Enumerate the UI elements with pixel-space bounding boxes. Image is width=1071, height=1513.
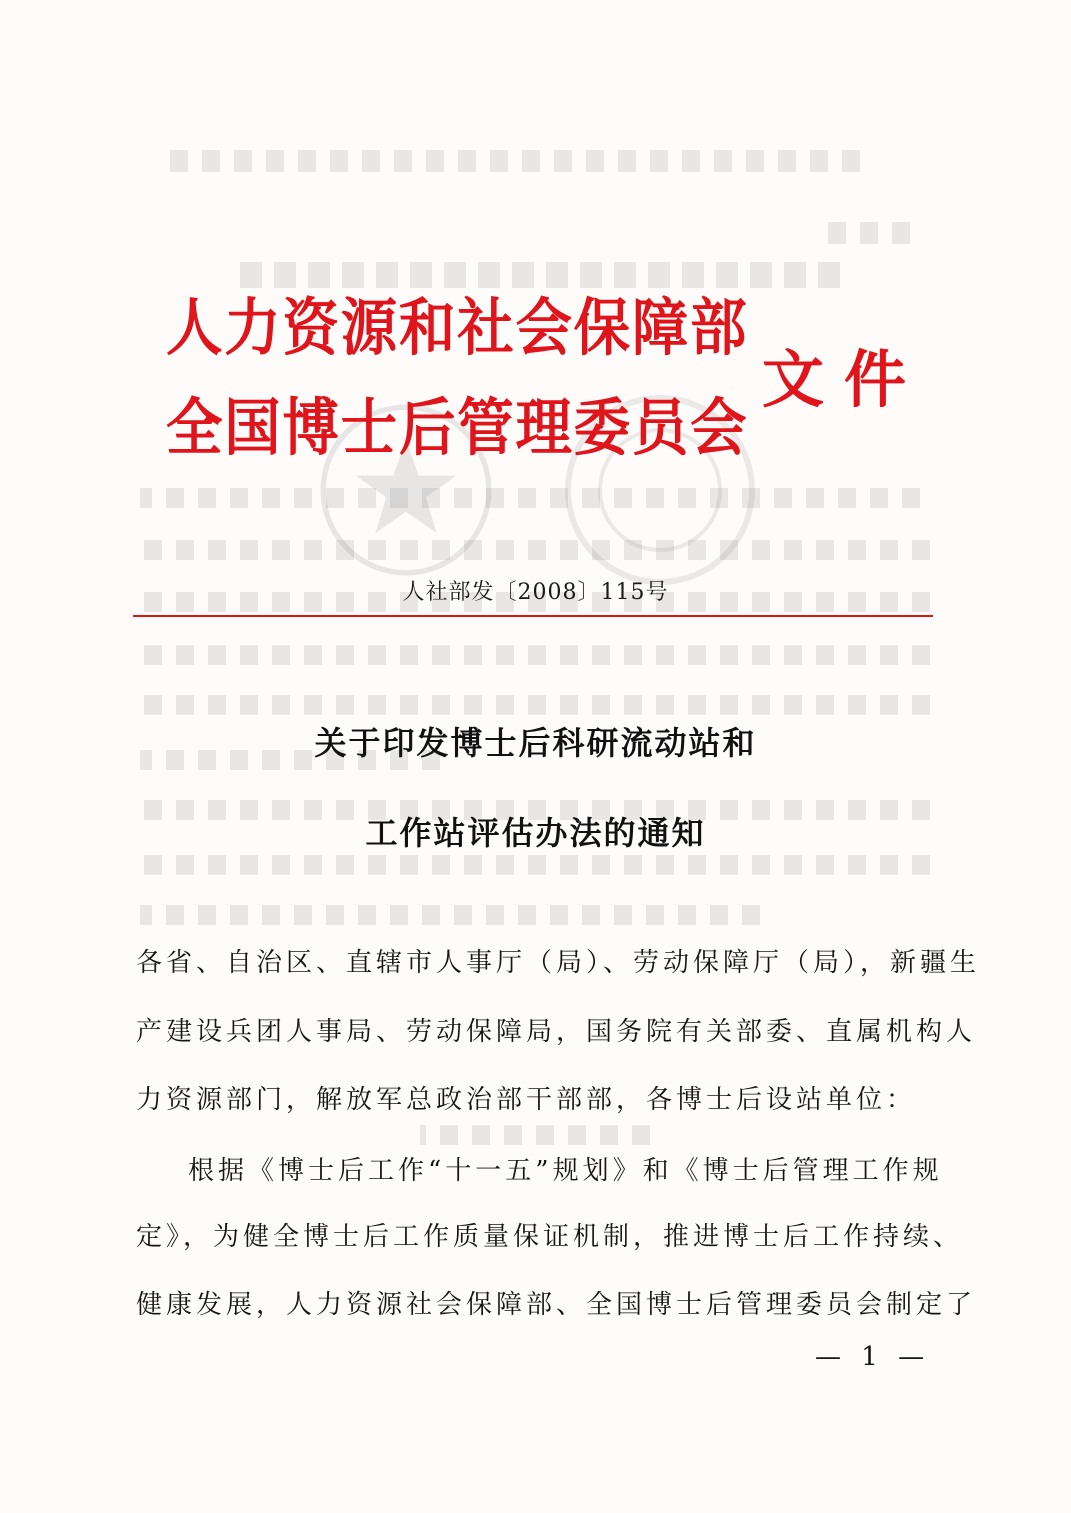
red-separator-rule bbox=[133, 615, 933, 617]
document-title-line-1: 关于印发博士后科研流动站和 bbox=[314, 724, 757, 762]
bleed-through-mark bbox=[140, 855, 930, 875]
bleed-through-mark bbox=[140, 645, 930, 665]
bleed-through-mark bbox=[140, 488, 920, 508]
document-type-label: 文件 bbox=[762, 343, 927, 416]
document-number: 人社部发〔2008〕115号 bbox=[402, 580, 669, 605]
issuer-name-line-1: 人力资源和社会保障部 bbox=[166, 291, 749, 364]
bleed-through-mark bbox=[140, 540, 930, 560]
addressee-line: 力资源部门，解放军总政治部干部部，各博士后设站单位： bbox=[136, 1085, 917, 1115]
bleed-through-mark bbox=[420, 1125, 650, 1145]
addressee-line: 各省、自治区、直辖市人事厅（局）、劳动保障厅（局），新疆生 bbox=[136, 948, 981, 978]
paragraph-line: 根据《博士后工作“十一五”规划》和《博士后管理工作规 bbox=[188, 1156, 943, 1186]
document-title-line-2: 工作站评估办法的通知 bbox=[365, 814, 706, 852]
bleed-through-mark bbox=[820, 222, 910, 244]
bleed-through-mark bbox=[140, 695, 930, 715]
bleed-through-mark bbox=[160, 150, 860, 172]
addressee-line: 产建设兵团人事局、劳动保障局，国务院有关部委、直属机构人 bbox=[136, 1017, 977, 1047]
paragraph-line: 健康发展，人力资源社会保障部、全国博士后管理委员会制定了 bbox=[136, 1290, 977, 1320]
page-number: — 1 — bbox=[815, 1342, 931, 1372]
bleed-through-mark bbox=[140, 905, 760, 925]
paragraph-line: 定》，为健全博士后工作质量保证机制，推进博士后工作持续、 bbox=[136, 1222, 964, 1252]
issuer-name-line-2: 全国博士后管理委员会 bbox=[166, 391, 749, 464]
